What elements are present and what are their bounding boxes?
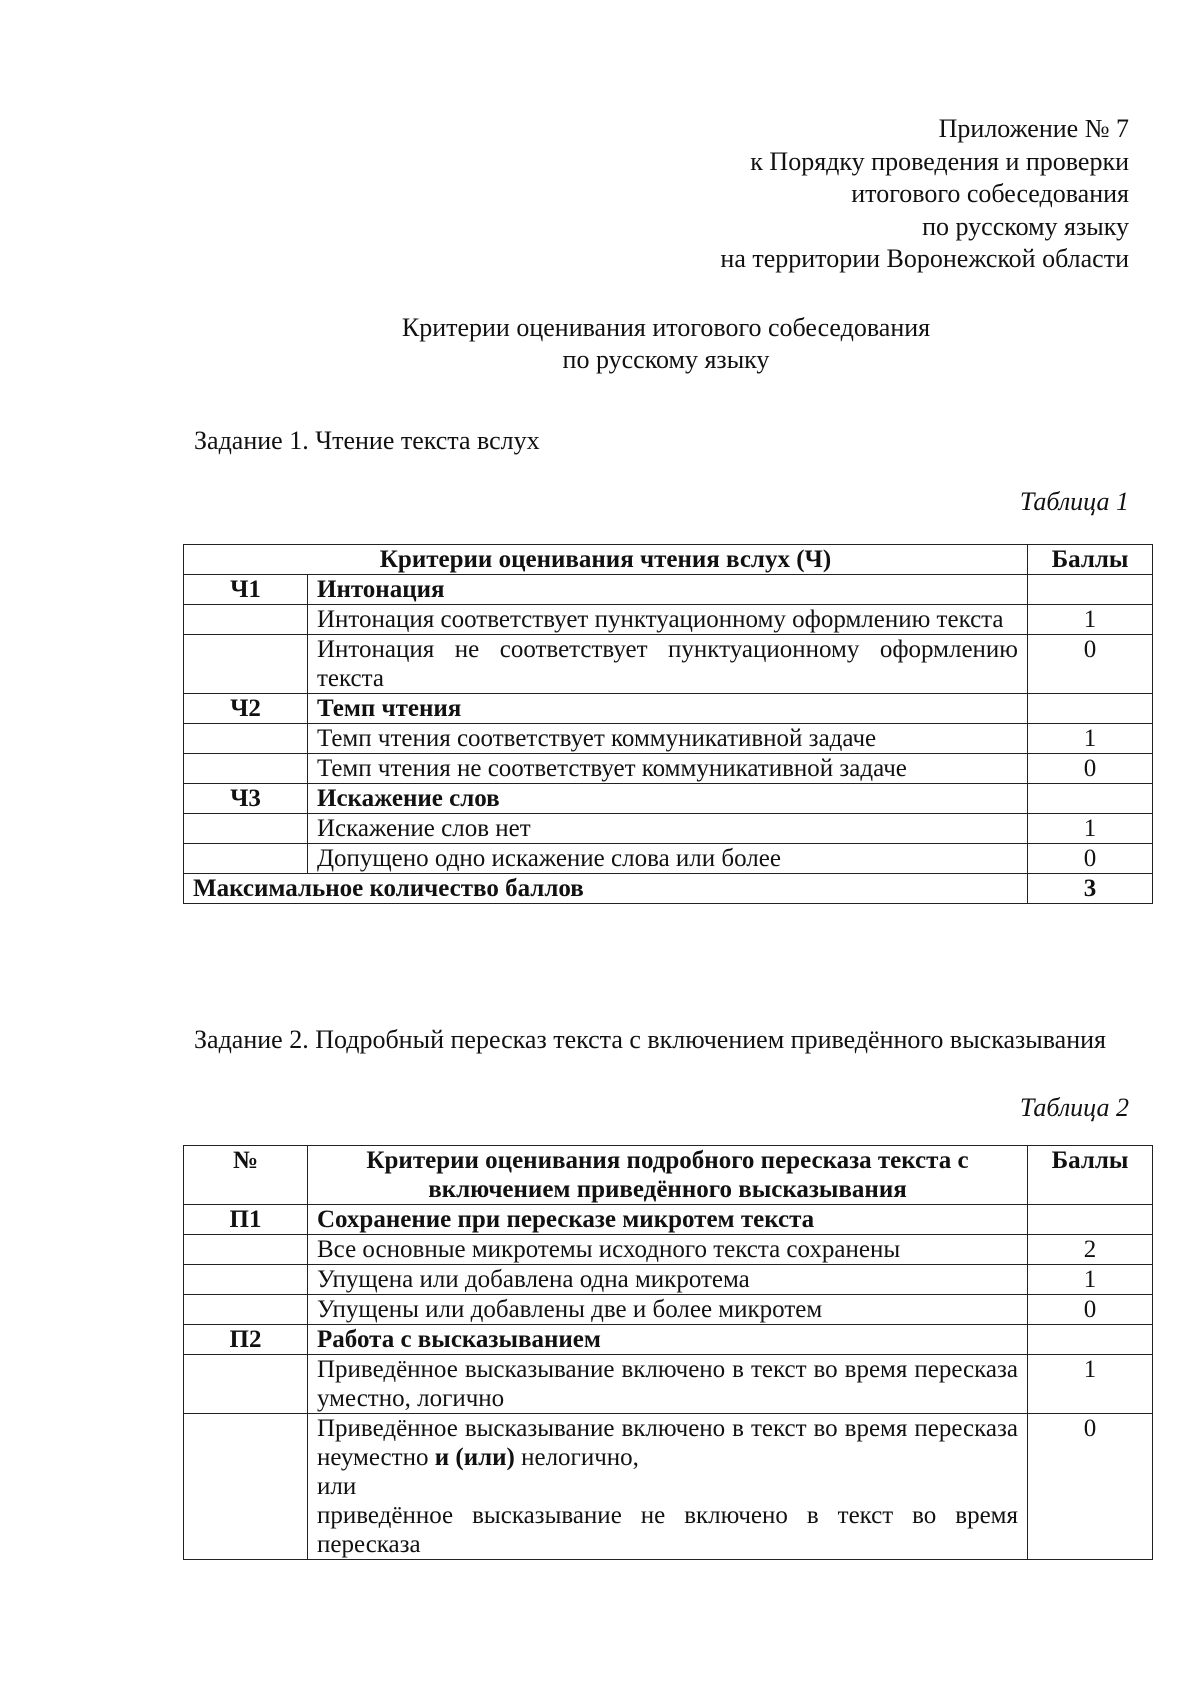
table-row [184,754,1153,784]
appendix-line: на территории Воронежской области [720,244,1129,273]
criterion-code: Ч1 [184,575,308,605]
table-row [184,724,1153,754]
score-cell: 1 [1028,1265,1153,1295]
appendix-header [569,113,1129,276]
reading-criteria-table [183,544,1153,904]
criterion-description: Интонация соответствует пунктуационному оформлению текста [308,605,1028,635]
appendix-line: к Порядку проведения и проверки [750,146,1129,176]
section-row [184,575,1153,605]
score-cell [1028,784,1153,814]
table-row [184,605,1153,635]
criterion-description-complex [308,1414,1028,1560]
score-cell: 2 [1028,1235,1153,1265]
score-cell: 0 [1028,1414,1153,1560]
criteria-header: Критерии оценивания чтения вслух (Ч) [184,545,1028,575]
retelling-criteria-table [183,1145,1153,1560]
criterion-description: Искажение слов нет [308,814,1028,844]
criterion-code: Ч2 [184,694,308,724]
section-row [184,1205,1153,1235]
criterion-title: Сохранение при пересказе микротем текста [308,1205,1028,1235]
task-1-heading: Задание 1. Чтение текста вслух [194,426,540,455]
score-cell: 0 [1028,635,1153,694]
table-row [184,1355,1153,1414]
score-header: Баллы [1028,545,1153,575]
task-2-heading: Задание 2. Подробный пересказ текста с включением приведённого высказывания [194,1025,1106,1054]
table-row [184,1295,1153,1325]
code-cell [184,844,308,874]
criterion-code: Ч3 [184,784,308,814]
table-row [184,1265,1153,1295]
section-row [184,694,1153,724]
code-cell [184,724,308,754]
score-cell: 1 [1028,605,1153,635]
score-cell [1028,1205,1153,1235]
total-row [184,874,1153,904]
criterion-code: П2 [184,1325,308,1355]
criterion-description: Допущено одно искажение слова или более [308,844,1028,874]
table-2-caption: Таблица 2 [1019,1093,1129,1122]
complex-part-bold: и (или) [434,1444,515,1471]
criterion-title: Работа с высказыванием [308,1325,1028,1355]
appendix-line: итогового собеседования [851,179,1129,208]
criteria-header: Критерии оценивания подробного пересказа текста с включением приведённого высказывания [308,1146,1028,1205]
title-line-1: Критерии оценивания итогового собеседования [401,313,931,342]
criterion-description: Приведённое высказывание включено в текст во время пересказа уместно, логично [308,1355,1028,1414]
number-header: № [184,1146,308,1205]
score-cell: 0 [1028,844,1153,874]
criterion-description: Темп чтения не соответствует коммуникативной задаче [308,754,1028,784]
table-1-caption: Таблица 1 [1019,487,1129,516]
score-cell: 0 [1028,754,1153,784]
code-cell [184,635,308,694]
appendix-line: по русскому языку [922,211,1129,241]
code-cell [184,1355,308,1414]
appendix-line: Приложение № 7 [938,114,1129,143]
table-header-row [184,545,1153,575]
table-row [184,814,1153,844]
criterion-title: Интонация [308,575,1028,605]
score-cell [1028,575,1153,605]
complex-or: или [317,1473,357,1500]
code-cell [184,1265,308,1295]
code-cell [184,1295,308,1325]
score-cell: 1 [1028,724,1153,754]
complex-part-2: нелогично, [514,1444,639,1471]
score-cell: 1 [1028,814,1153,844]
score-cell [1028,1325,1153,1355]
table-row [184,1235,1153,1265]
score-cell [1028,694,1153,724]
total-label: Максимальное количество баллов [184,874,1028,904]
section-row [184,784,1153,814]
document-title [166,312,1166,376]
score-cell: 1 [1028,1355,1153,1414]
table-row [184,635,1153,694]
code-cell [184,605,308,635]
criterion-description: Упущена или добавлена одна микротема [308,1265,1028,1295]
complex-part-1: Приведённое высказывание включено в текст во время пересказа неуместно [317,1415,1018,1471]
code-cell [184,754,308,784]
criterion-title: Темп чтения [308,694,1028,724]
total-score: 3 [1028,874,1153,904]
criterion-title: Искажение слов [308,784,1028,814]
table-row [184,1414,1153,1560]
criterion-description: Темп чтения соответствует коммуникативной задаче [308,724,1028,754]
title-line-2: по русскому языку [562,345,770,374]
criterion-description: Интонация не соответствует пунктуационному оформлению текста [308,635,1028,694]
complex-line-1 [317,1414,1018,1472]
score-cell: 0 [1028,1295,1153,1325]
code-cell [184,814,308,844]
complex-part-3: приведённое высказывание не включено в текст во время пересказа [317,1502,1018,1558]
table-row [184,844,1153,874]
criterion-code: П1 [184,1205,308,1235]
table-header-row [184,1146,1153,1205]
criterion-description: Все основные микротемы исходного текста сохранены [308,1235,1028,1265]
score-header: Баллы [1028,1146,1153,1205]
code-cell [184,1414,308,1560]
criterion-description: Упущены или добавлены две и более микротем [308,1295,1028,1325]
section-row [184,1325,1153,1355]
code-cell [184,1235,308,1265]
